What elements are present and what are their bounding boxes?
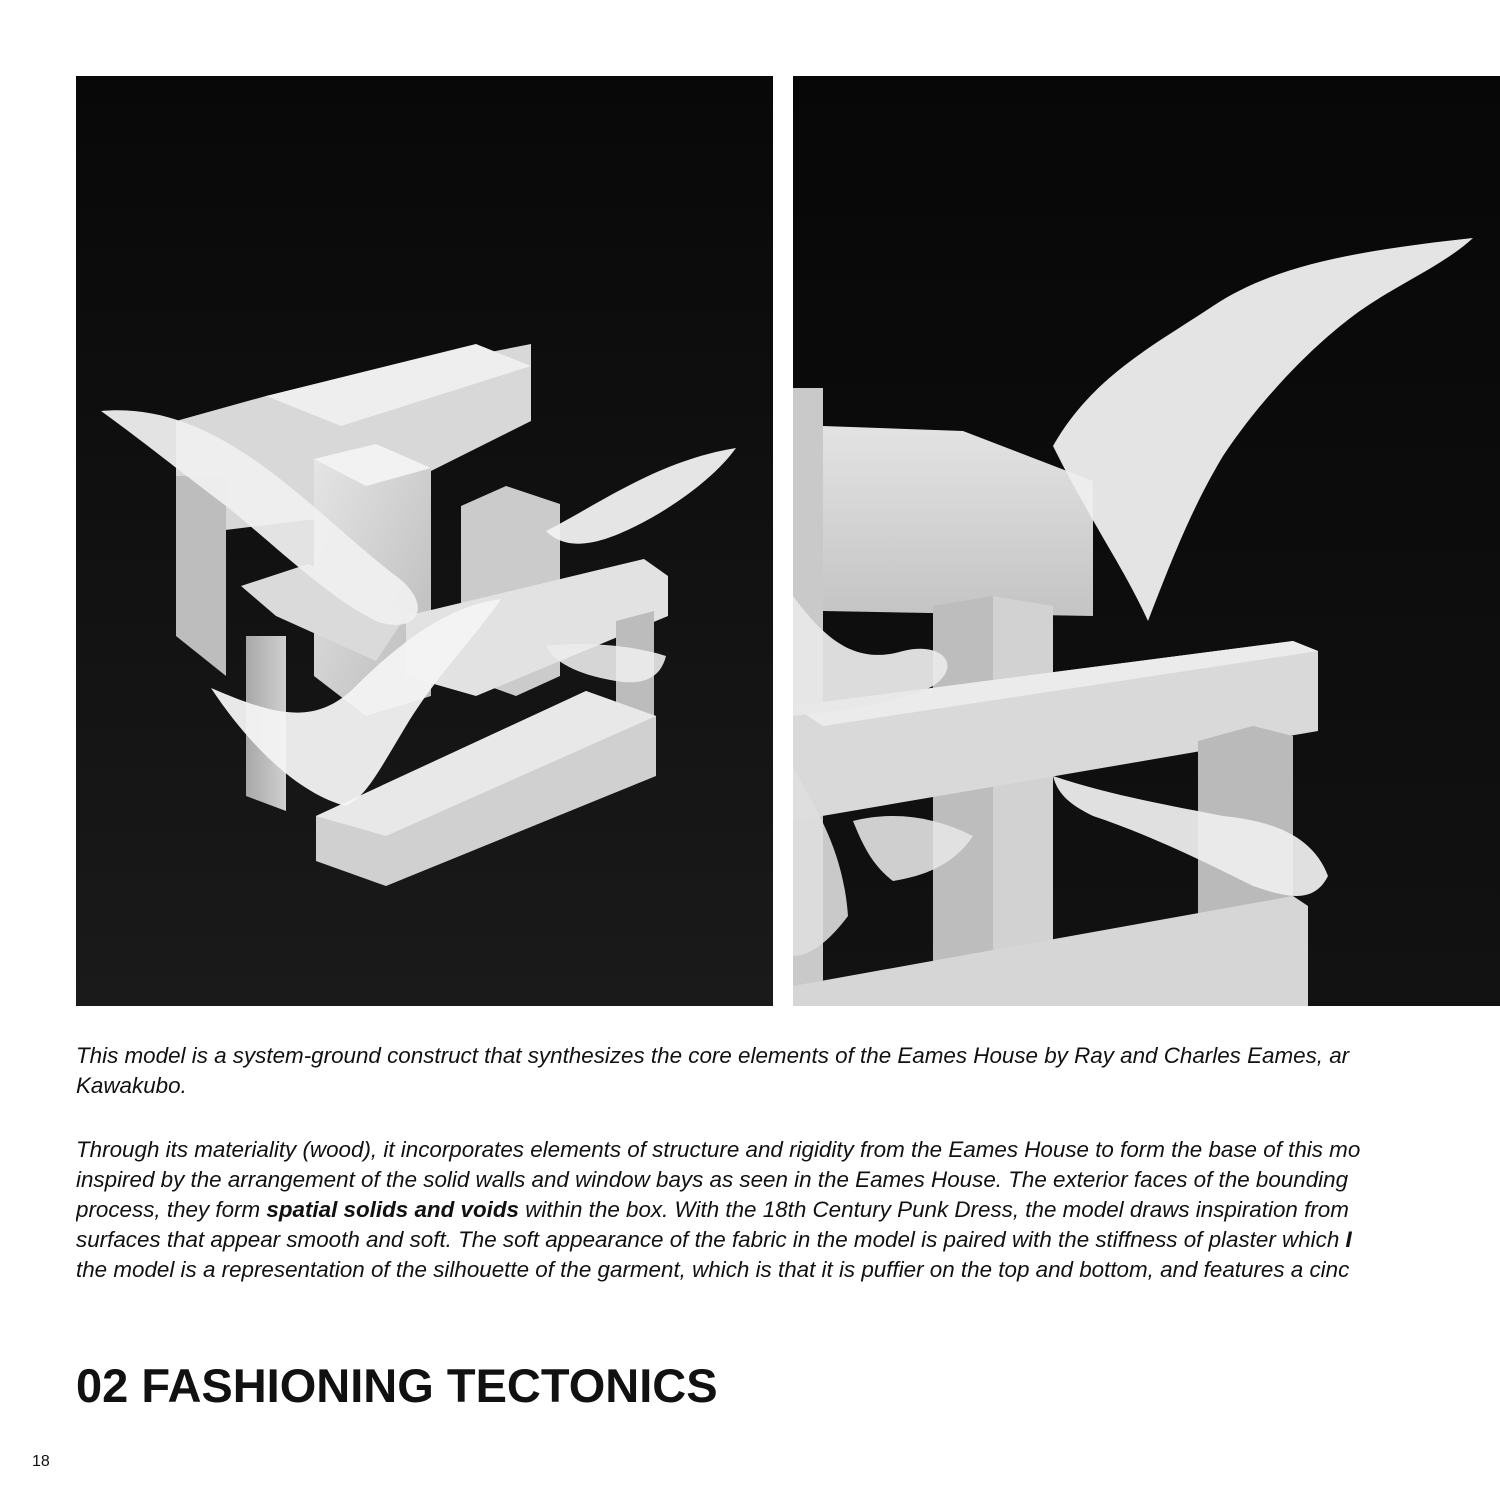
paragraph-1 (76, 1041, 1500, 1101)
paragraph-2-line-5: the model is a representation of the silhouette of the garment, which is that it is puffier on the top and bottom, and features a cinc (76, 1257, 1350, 1282)
paragraph-2-line-1: Through its materiality (wood), it incorporates elements of structure and rigidity from the Eames House to form the base of this mo (76, 1137, 1361, 1162)
paragraph-2-line-2: inspired by the arrangement of the solid walls and window bays as seen in the Eames House. The exterior faces of the bounding (76, 1167, 1349, 1192)
paragraph-2-line-4-start: surfaces that appear smooth and soft. The soft appearance of the fabric in the model is paired with the stiffness of plaster which (76, 1227, 1346, 1252)
paragraph-2-line-3-end: within the box. With the 18th Century Punk Dress, the model draws inspiration from (518, 1197, 1349, 1222)
model-photo-right-image (793, 76, 1500, 1006)
paragraph-1-line-2: Kawakubo. (76, 1073, 187, 1098)
section-title: 02 FASHIONING TECTONICS (76, 1359, 718, 1412)
model-photo-left-image (76, 76, 773, 1006)
page-number: 18 (32, 1453, 50, 1470)
paragraph-2 (76, 1135, 1500, 1285)
paragraph-2-line-4 (76, 1227, 1352, 1252)
paragraph-2-line-3 (76, 1197, 1349, 1222)
model-photo-right (793, 76, 1500, 1006)
description-text (76, 1041, 1500, 1341)
model-photo-left (76, 76, 773, 1006)
emphasis-spatial-solids: spatial solids and voids (266, 1197, 519, 1222)
paragraph-2-line-3-start: process, they form (76, 1197, 267, 1222)
paragraph-2-line-4-bold: I (1345, 1227, 1352, 1252)
paragraph-1-line-1: This model is a system-ground construct that synthesizes the core elements of the Eames House by Ray and Charles Eames, ar (76, 1043, 1350, 1068)
